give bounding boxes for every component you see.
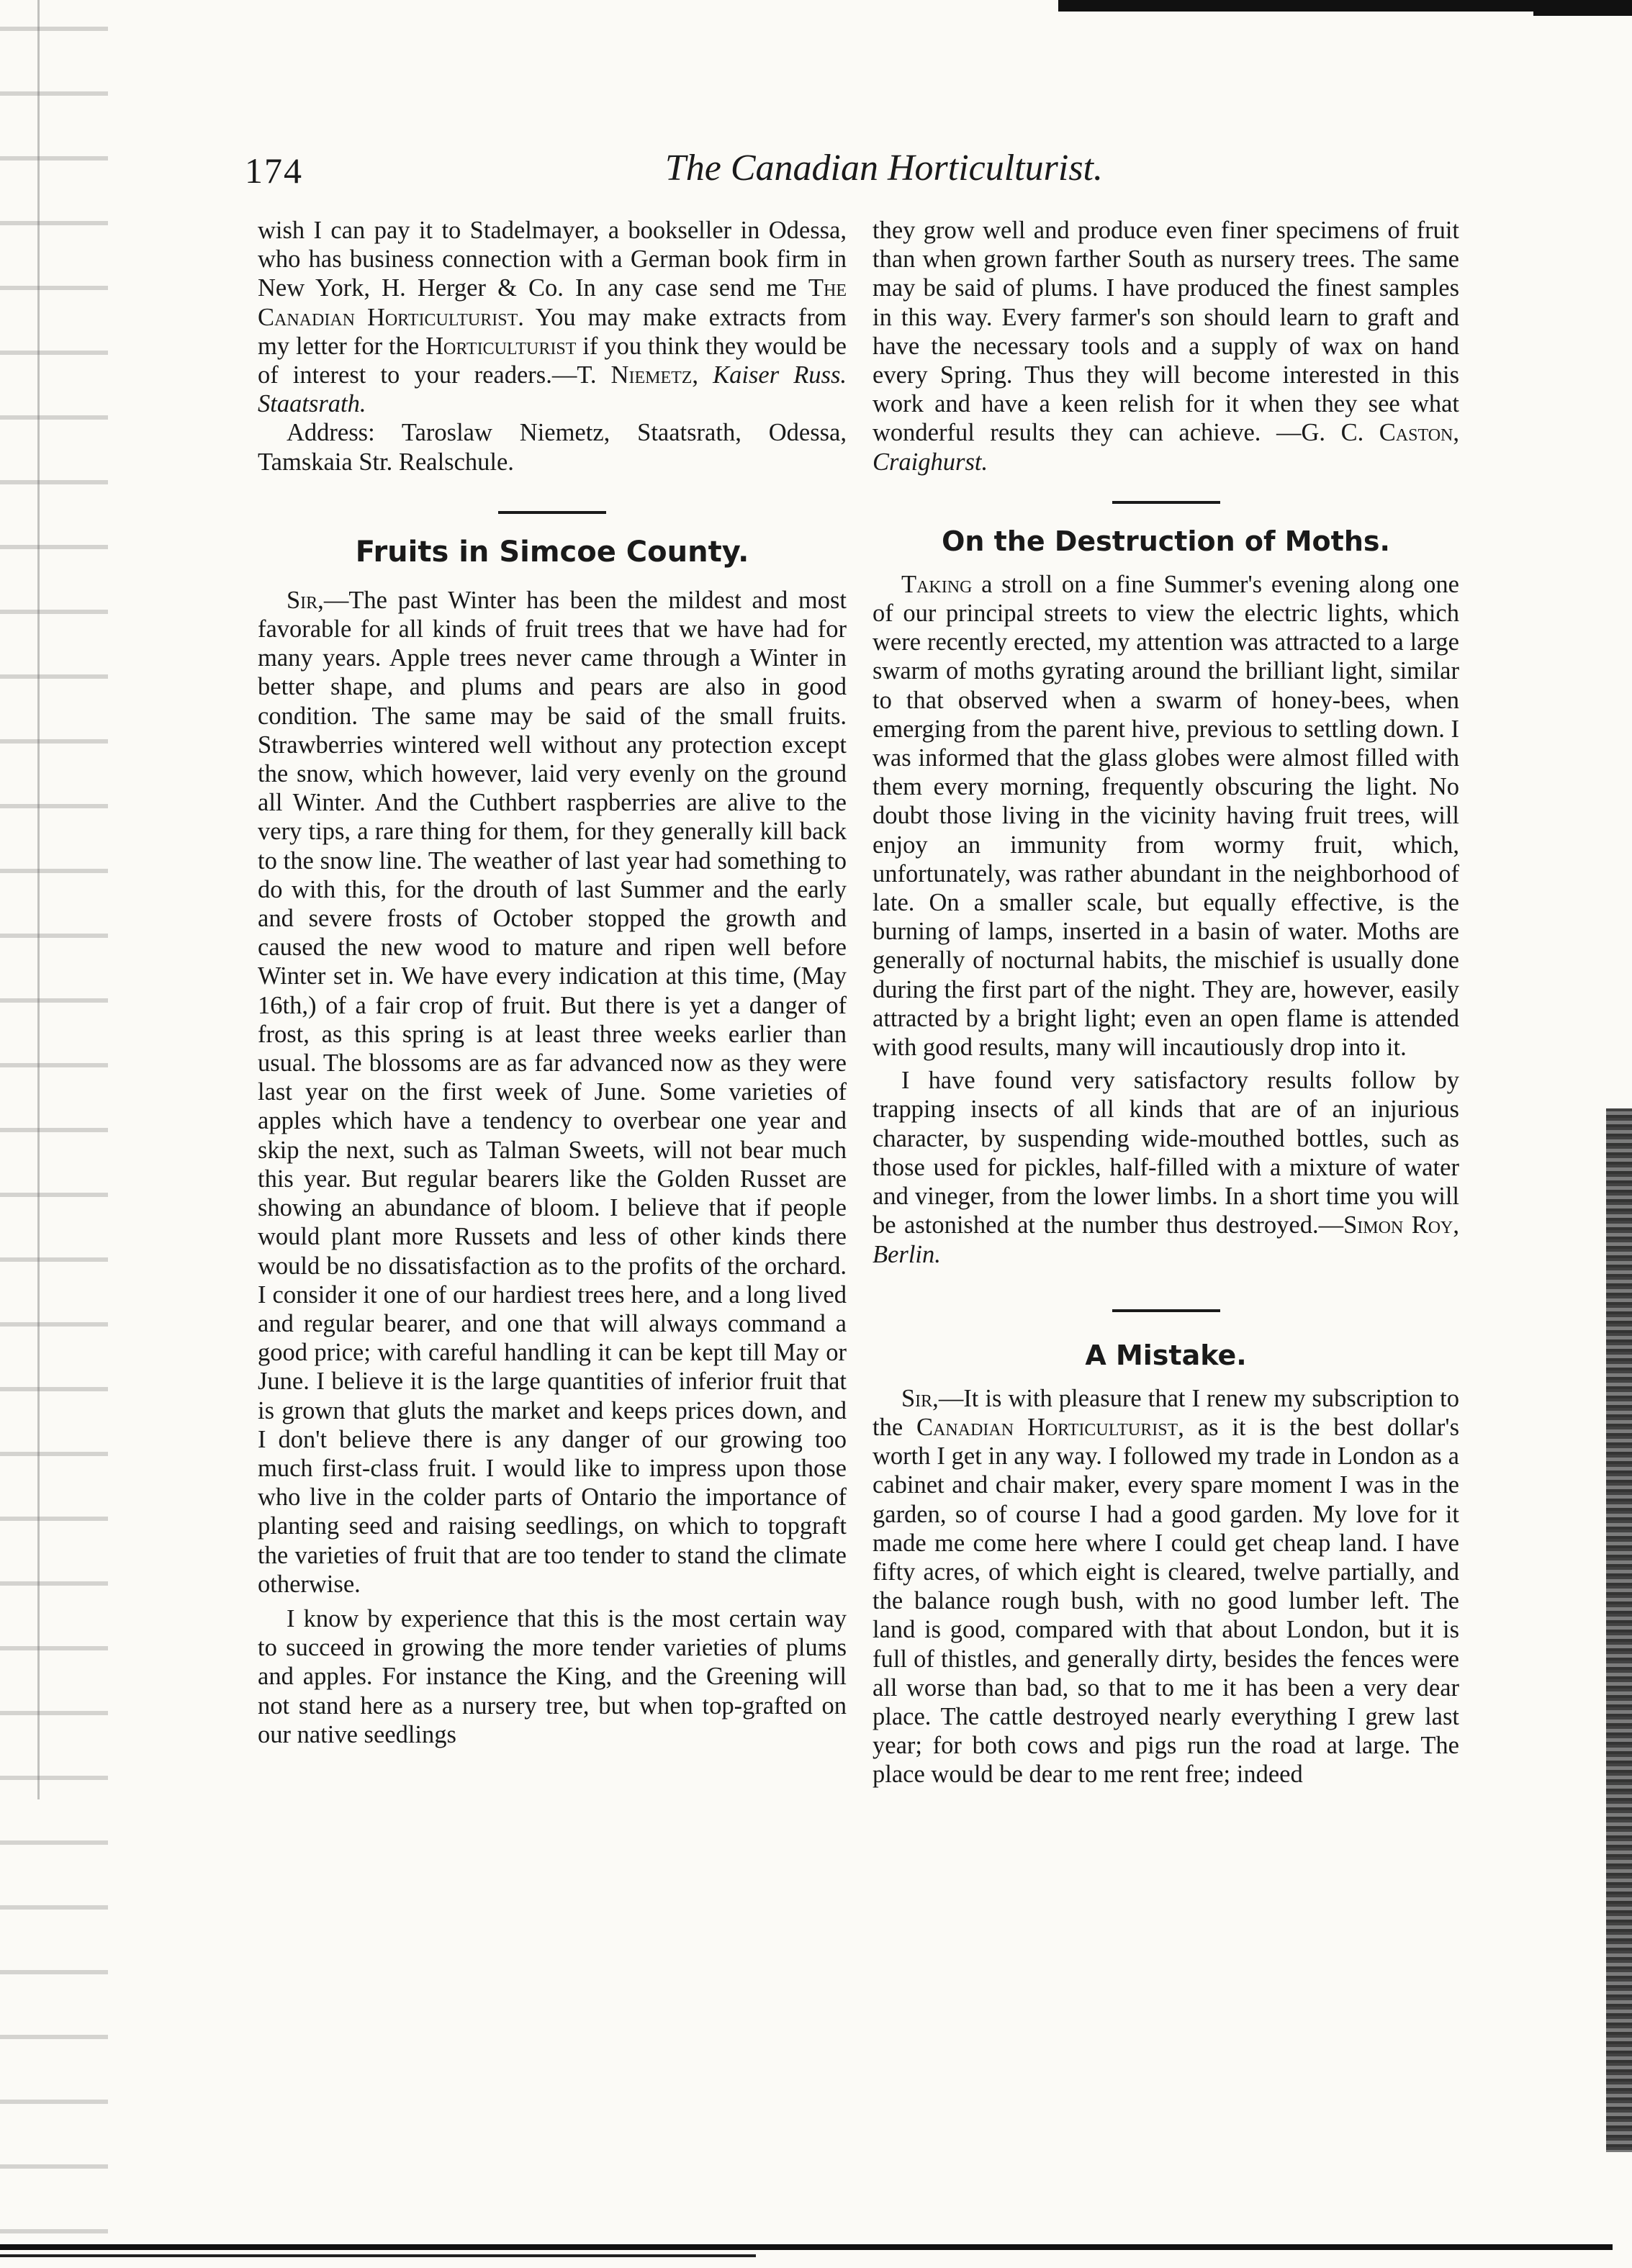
article-title-moths: On the Destruction of Moths. xyxy=(942,525,1390,557)
scan-edge-left xyxy=(0,0,108,2268)
signature-place: Berlin. xyxy=(873,1240,941,1268)
signature-name: Simon Roy, xyxy=(1343,1211,1460,1239)
continuation-text: they grow well and produce even finer specimens of fruit than when grown farther South as nursery trees. The same may be said of plums. I have produced the finest samples in this way. Every farmer's son should learn to graft and have the necessary tools and a supply of wax on hand every Spring. Thus they will become interested in this work and have a keen relish for it when they see what wonderful results they can achieve. —G. C. xyxy=(873,217,1459,447)
mistake-text: —It is with pleasure that I renew my subscription to the xyxy=(873,1384,1459,1441)
signature-place: Craighurst. xyxy=(873,448,988,476)
salutation: Sir, xyxy=(287,586,324,614)
top-border-rule-2 xyxy=(1533,12,1632,16)
signature-name: Niemetz, xyxy=(610,361,699,389)
magazine-name: Canadian Horticulturist, xyxy=(916,1413,1184,1441)
signature-name: Caston, xyxy=(1379,419,1459,447)
moths-paragraph-2-text: I have found very satisfactory results follow by trapping insects of all kinds that are of an injurious character, by suspending wide-mouthed bottles, such as those used for pickles, half-filled with a mixture of water and vineger, from the lower limbs. In a short time you will be astonished at the number thus destroyed.— xyxy=(873,1067,1459,1239)
scan-edge-line xyxy=(37,0,40,1799)
section-divider xyxy=(1112,1309,1220,1312)
fruits-paragraph-2: I know by experience that this is the most certain way to succeed in growing the more tender varieties of plums and apples. For instance the King, and the Greening will not stand here as a nursery tree, but when top-grafted on our native seedlings xyxy=(258,1604,847,1748)
continuation-paragraph xyxy=(873,216,1459,476)
left-column xyxy=(258,216,847,1749)
moths-paragraph-1-text: a stroll on a fine Summer's evening along one of our principal streets to view the electric lights, which were recently erected, my attention was attracted to a large swarm of moths gyrating around the brilliant light, similar to that observed when a swarm of honey-bees, when emerging from the parent hive, previous to settling down. I was informed that the glass globes were almost filled with them every morning, frequently obscuring the light. No doubt those living in the vicinity having fruit trees, will enjoy an immunity from wormy fruit, which, unfortunately, was rather abundant in the neighborhood of late. On a smaller scale, but equally effective, is the burning of lamps, inserted in a basin of water. Moths are generally of nocturnal habits, the mischief is usually done during the first part of the night. They are, however, easily attracted by a bright light; even an open flame is attended with good results, many will incautiously drop into it. xyxy=(873,570,1459,1062)
article-title-fruits: Fruits in Simcoe County. xyxy=(355,535,749,569)
magazine-name: The Canadian Horticulturist. xyxy=(258,274,847,331)
address-line: Address: Taroslaw Niemetz, Staatsrath, Odessa, Tamskaia Str. Realschule. xyxy=(258,419,847,476)
salutation: Sir, xyxy=(901,1384,939,1412)
moths-paragraph-2 xyxy=(873,1066,1459,1268)
section-divider xyxy=(498,511,606,514)
letter-conclusion xyxy=(258,216,847,418)
page-number: 174 xyxy=(245,150,303,191)
signature-title: Kaiser Russ. Staatsrath. xyxy=(258,361,847,418)
mistake-text-2: as it is the best dollar's worth I get in any way. I followed my trade in London as a cabinet and chair maker, every spare moment I was in the garden, so of course I had a good garden. My love for it made me come here where I could get cheap land. I have fifty acres, of which eight is cleared, twelve partially, and the balance rough bush, with no good lumber left. The land is good, compared with that about London, but it is full of thistles, and generally dirty, besides the fences were all worse than bad, so that to me it has been a very dear place. The cattle destroyed nearly everything I grew last year; for both cows and pigs run the road at large. The place would be dear to me rent free; indeed xyxy=(873,1413,1459,1789)
scan-edge-right xyxy=(1606,1108,1632,2152)
bottom-border-rule xyxy=(0,2244,1613,2250)
magazine-short-name: Horticulturist xyxy=(425,332,577,360)
mistake-paragraph xyxy=(873,1384,1459,1789)
lead-word: Taking xyxy=(901,570,973,598)
top-border-rule xyxy=(1058,0,1632,12)
letter-text-3: if you think they would be of interest to your readers.—T. xyxy=(258,332,847,389)
bottom-border-rule-2 xyxy=(0,2254,756,2257)
article-title-mistake: A Mistake. xyxy=(1085,1339,1247,1371)
running-title: The Canadian Horticulturist. xyxy=(664,148,1103,189)
letter-text-2: You may make extracts from my letter for the xyxy=(258,303,847,360)
letter-text: wish I can pay it to Stadelmayer, a bookseller in Odessa, who has business connection with a German book firm in New York, H. Herger & Co. In any case send me xyxy=(258,217,847,302)
section-divider xyxy=(1112,501,1220,504)
moths-paragraph-1 xyxy=(873,570,1459,1062)
fruits-paragraph-1-text: —The past Winter has been the mildest and most favorable for all kinds of fruit trees that we have had for many years. Apple trees never came through a Winter in better shape, and plums and pears are also in good condition. The same may be said of the small fruits. Strawberries wintered well without any protection except the snow, which however, laid very evenly on the ground all Winter. And the Cuthbert raspberries are alive to the very tips, a rare thing for them, for they generally kill back to the snow line. The weather of last year had something to do with this, for the drouth of last Summer and the early and severe frosts of October stopped the growth and caused the new wood to mature and ripen well before Winter set in. We have every indication at this time, (May 16th,) of a fair crop of fruit. But there is yet a danger of frost, as this spring is at least three weeks earlier than usual. The blossoms are as far advanced now as they were last year on the first week of June. Some varieties of apples which have a tendency to overbear one year and skip the next, such as Talman Sweets, will not bear much this year. But regular bearers like the Golden Russet are showing an abundance of bloom. I believe that if people would plant more Russets and less of other kinds there would be no dissatisfaction as to the profits of the orchard. I consider it one of our hardiest trees here, and a long lived and regular bearer, and one that will always command a good price; with careful handling it can be kept till May or June. I believe it is the large quantities of inferior fruit that is grown that gluts the market and keeps prices down, and I don't believe there is any danger of our growing too much first-class fruit. I would like to impress upon those who live in the colder parts of Ontario the importance of planting seed and raising seedlings, on which to topgraft the varieties of fruit that are too tender to stand the climate otherwise. xyxy=(258,586,847,1598)
right-column xyxy=(873,216,1459,1789)
fruits-paragraph-1 xyxy=(258,586,847,1599)
